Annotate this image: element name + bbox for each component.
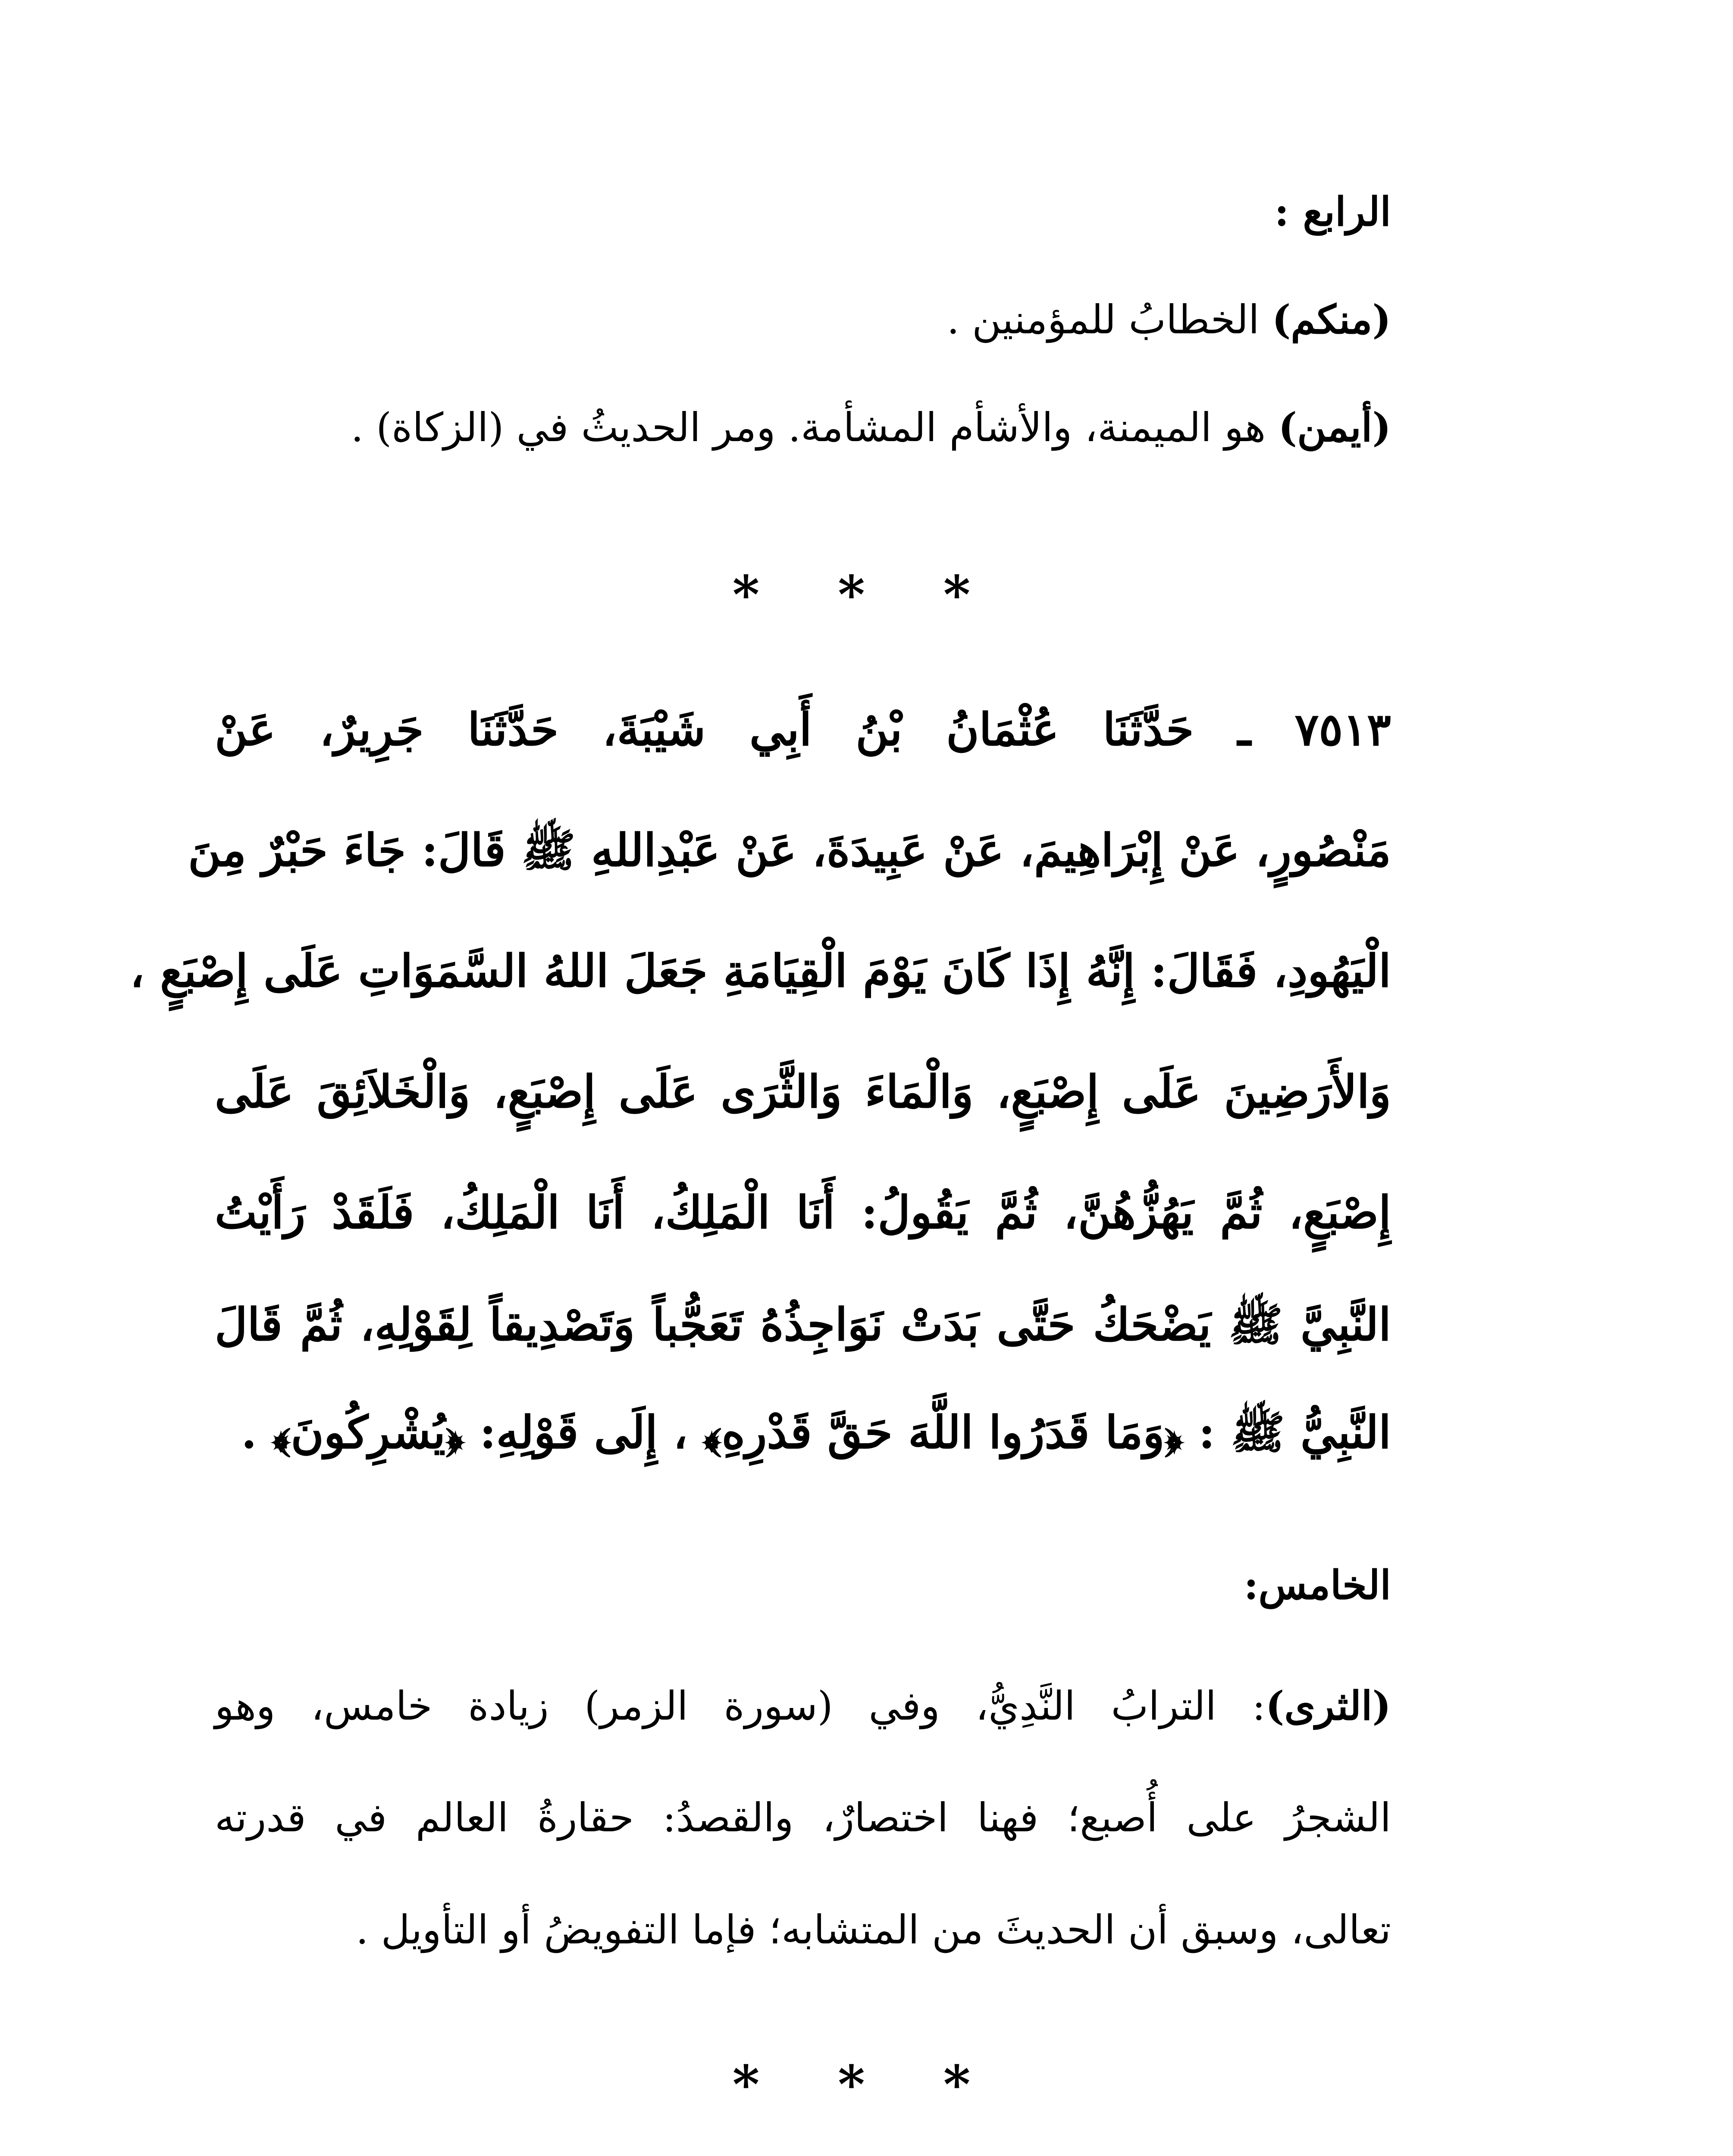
hadith-7513-line: إِصْبَعٍ، ثُمَّ يَهُزُّهُنَّ، ثُمَّ يَقُولُ: أَنَا الْمَلِكُ، أَنَا الْمَلِكُ، فَلَقَدْ رَأَيْتُ (215, 1186, 1391, 1239)
commentary-line-minkum (946, 296, 1391, 343)
hadith-7513-line: النَّبِيَّ ﷺ يَضْحَكُ حَتَّى بَدَتْ نَوَاجِذُهُ تَعَجُّباً وَتَصْدِيقاً لِقَوْلِهِ، ثُمَّ قَالَ (215, 1298, 1391, 1351)
commentary-text: الشجرُ على أُصبع؛ فهنا اختصارٌ، والقصدُ: حقارةُ العالم في قدرته (215, 1795, 1391, 1841)
hadith-7513-line: ٧٥١٣ ـ حَدَّثَنَا عُثْمَانُ بْنُ أَبِي شَيْبَةَ، حَدَّثَنَا جَرِيرٌ، عَنْ (215, 703, 1391, 756)
hadith-7513-line: مَنْصُورٍ، عَنْ إِبْرَاهِيمَ، عَنْ عَبِيدَةَ، عَنْ عَبْدِاللهِ ﷺ قَالَ: جَاءَ حَبْرٌ مِنَ (188, 824, 1391, 877)
commentary-term: (منكم) (1272, 296, 1391, 343)
commentary-term: (أيمن) (1278, 404, 1391, 451)
commentary-line (215, 1795, 1391, 1841)
commentary-line-ayman (351, 404, 1391, 451)
commentary-text: تعالى، وسبق أن الحديثَ من المتشابه؛ فإما التفويضُ أو التأويل . (356, 1907, 1391, 1953)
hadith-7513-line: النَّبِيُّ ﷺ : ﴿وَمَا قَدَرُوا اللَّهَ حَقَّ قَدْرِهِ﴾ ، إِلَى قَوْلِهِ: ﴿يُشْرِكُونَ﴾ . (241, 1406, 1391, 1459)
hadith-7513-line: الْيَهُودِ، فَقَالَ: إِنَّهُ إِذَا كَانَ يَوْمَ الْقِيَامَةِ جَعَلَ اللهُ السَّمَوَاتِ عَلَى إِصْبَعٍ ، (130, 944, 1391, 997)
commentary-text: هو الميمنة، والأشأم المشأمة. ومر الحديثُ في (الزكاة) . (351, 404, 1279, 451)
commentary-line (215, 1907, 1391, 1953)
commentary-text: : الترابُ النَّدِيُّ، وفي (سورة الزمر) زيادة خامس، وهو (215, 1683, 1266, 1729)
commentary-text: الخطابُ للمؤمنين . (946, 297, 1272, 343)
hadith-7513-line: وَالأَرَضِينَ عَلَى إِصْبَعٍ، وَالْمَاءَ وَالثَّرَى عَلَى إِصْبَعٍ، وَالْخَلاَئِقَ عَلَى (215, 1065, 1391, 1118)
section-heading-fourth: الرابع : (1274, 188, 1391, 235)
section-separator: * * * (732, 2054, 1001, 2115)
commentary-term: (الثرى) (1265, 1683, 1391, 1729)
section-heading-fifth: الخامس: (1244, 1562, 1391, 1608)
section-separator: * * * (732, 564, 1001, 625)
commentary-line (215, 1683, 1391, 1729)
